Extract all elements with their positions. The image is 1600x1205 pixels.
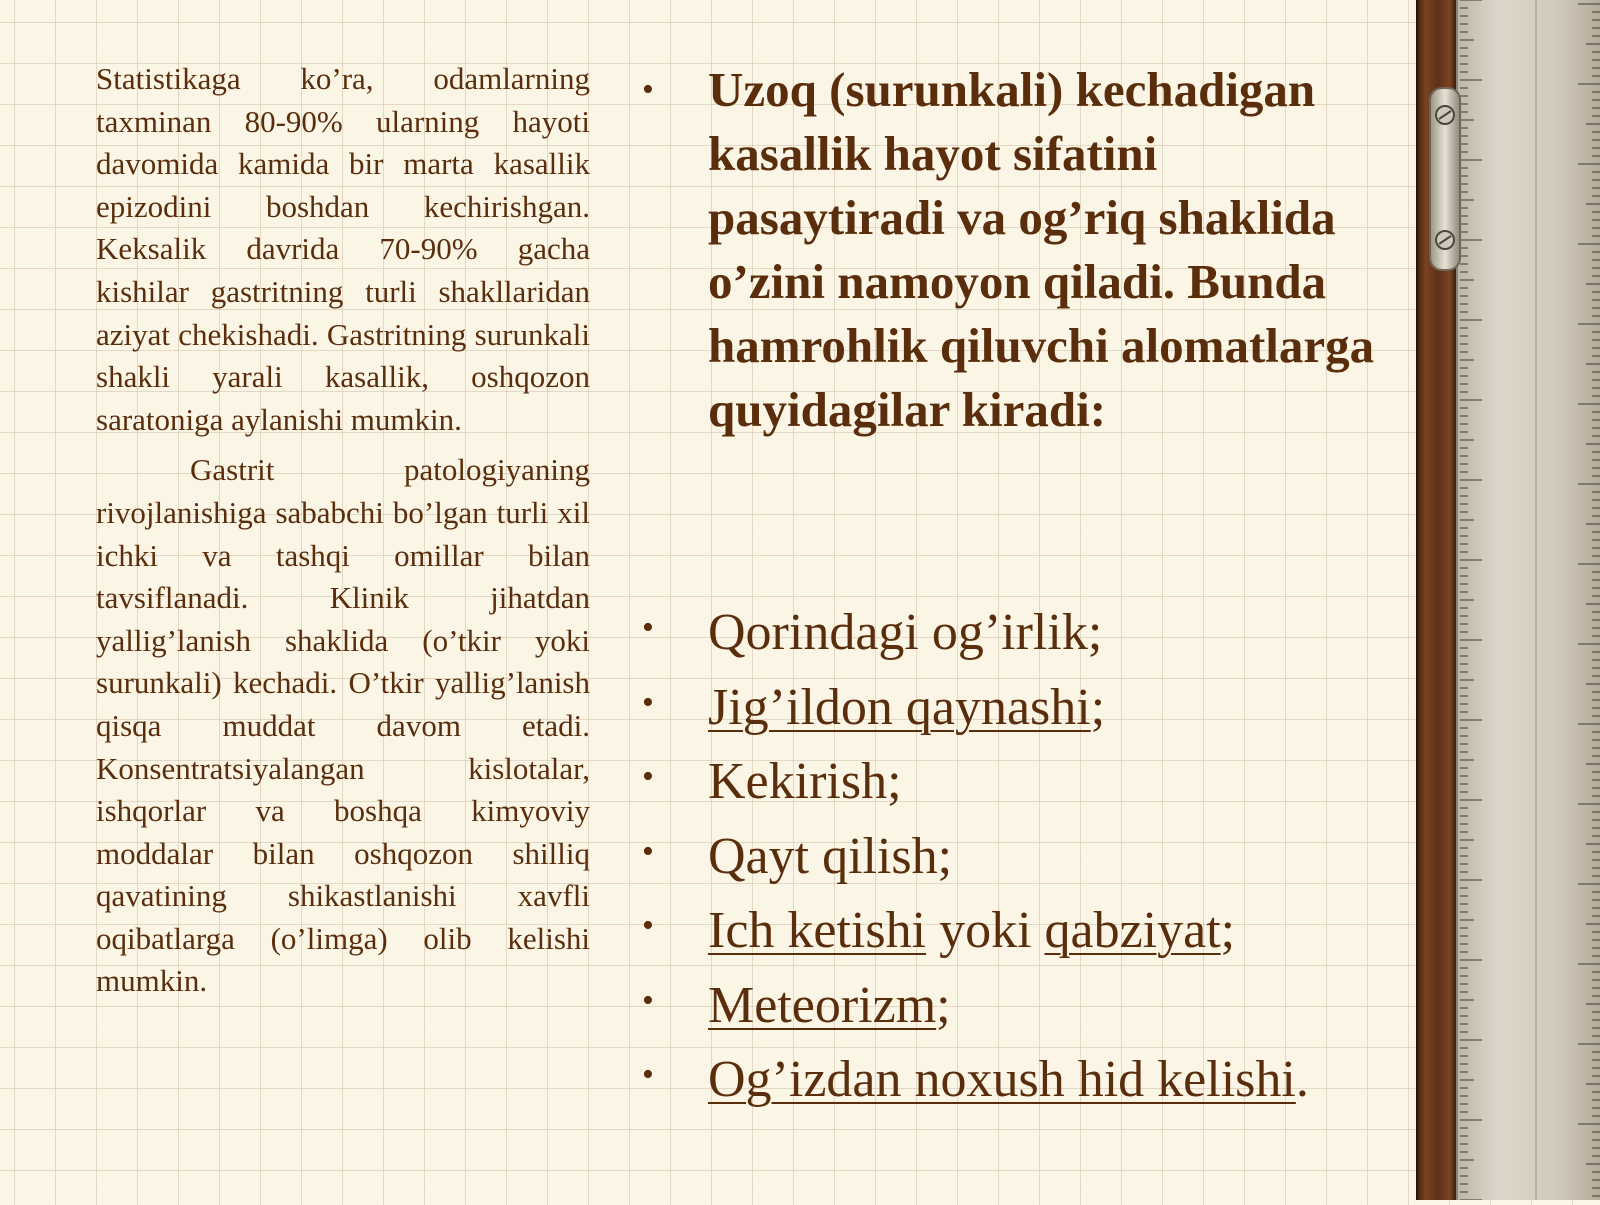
bullet-icon: •	[642, 907, 654, 944]
symptom-text: Qorindagi og’irlik;	[708, 604, 1103, 661]
heartburn-link[interactable]: Jig’ildon qaynashi	[708, 678, 1091, 736]
bullet-icon: •	[642, 1056, 654, 1093]
symptom-suffix: .	[1295, 1051, 1309, 1108]
symptom-text: Qayt qilish;	[708, 827, 953, 885]
constipation-link[interactable]: qabziyat	[1044, 902, 1221, 959]
symptom-connector: yoki	[926, 902, 1045, 959]
symptom-suffix: ;	[1220, 902, 1236, 959]
symptom-item-heartburn	[636, 671, 1309, 746]
bullet-icon: •	[642, 981, 654, 1019]
bullet-icon: •	[642, 609, 654, 646]
statistics-paragraph: Statistikaga ko’ra, odamlarning taxminan 80-90% ularning hayoti davomida kamida bir marta kasallik epizodini boshdan kechirishgan. Keksalik davrida 70-90% gacha kishilar gastritning turli shakllaridan aziyat chekishadi. Gastritning surunkali shakli yarali kasallik, oshqozon saratoniga aylanishi mumkin.	[96, 61, 590, 437]
bullet-icon: •	[642, 832, 654, 870]
symptom-suffix: ;	[936, 976, 951, 1034]
heading-list-item	[636, 58, 1396, 442]
symptom-item-bad-breath	[636, 1043, 1309, 1118]
gastritis-causes-paragraph: Gastrit patologiyaning rivojlanishiga sababchi bo’lgan turli xil ichki va tashqi omillar bilan tavsiflanadi. Klinik jihatdan yallig’lanish shaklida (o’tkir yoki surunkali) kechadi. O’tkir yallig’lanish qisqa muddat davom etadi. Konsentratsiyalangan kislotalar, ishqorlar va boshqa kimyoviy moddalar bilan oshqozon shilliq qavatining shikastlanishi xavfli oqibatlarga (o’limga) olib kelishi mumkin.	[96, 452, 590, 999]
symptom-suffix: ;	[1090, 678, 1106, 736]
meteorism-link[interactable]: Meteorizm	[708, 976, 937, 1034]
symptom-item-heaviness	[636, 596, 1309, 671]
symptom-item-meteorism	[636, 969, 1309, 1044]
symptom-item-diarrhea-constipation	[636, 894, 1309, 969]
symptom-item-vomiting	[636, 820, 1309, 895]
ruler-icon	[1408, 0, 1600, 1200]
symptoms-list	[636, 596, 1309, 1118]
bullet-icon: •	[642, 71, 654, 108]
bad-breath-link[interactable]: Og’izdan noxush hid kelishi	[708, 1051, 1296, 1108]
bullet-icon: •	[642, 758, 654, 795]
left-text-column	[96, 58, 590, 1003]
right-content-column	[636, 58, 1396, 1108]
chronic-disease-heading: Uzoq (surunkali) kechadigan kasallik hayot sifatini pasaytiradi va og’riq shaklida o’zini namoyon qiladi. Bunda hamrohlik qiluvchi alomatlarga quyidagilar kiradi:	[708, 62, 1375, 437]
diarrhea-link[interactable]: Ich ketishi	[708, 902, 927, 959]
symptom-text: Kekirish;	[708, 753, 902, 810]
symptom-item-belching	[636, 745, 1309, 820]
bullet-icon: •	[642, 683, 654, 721]
